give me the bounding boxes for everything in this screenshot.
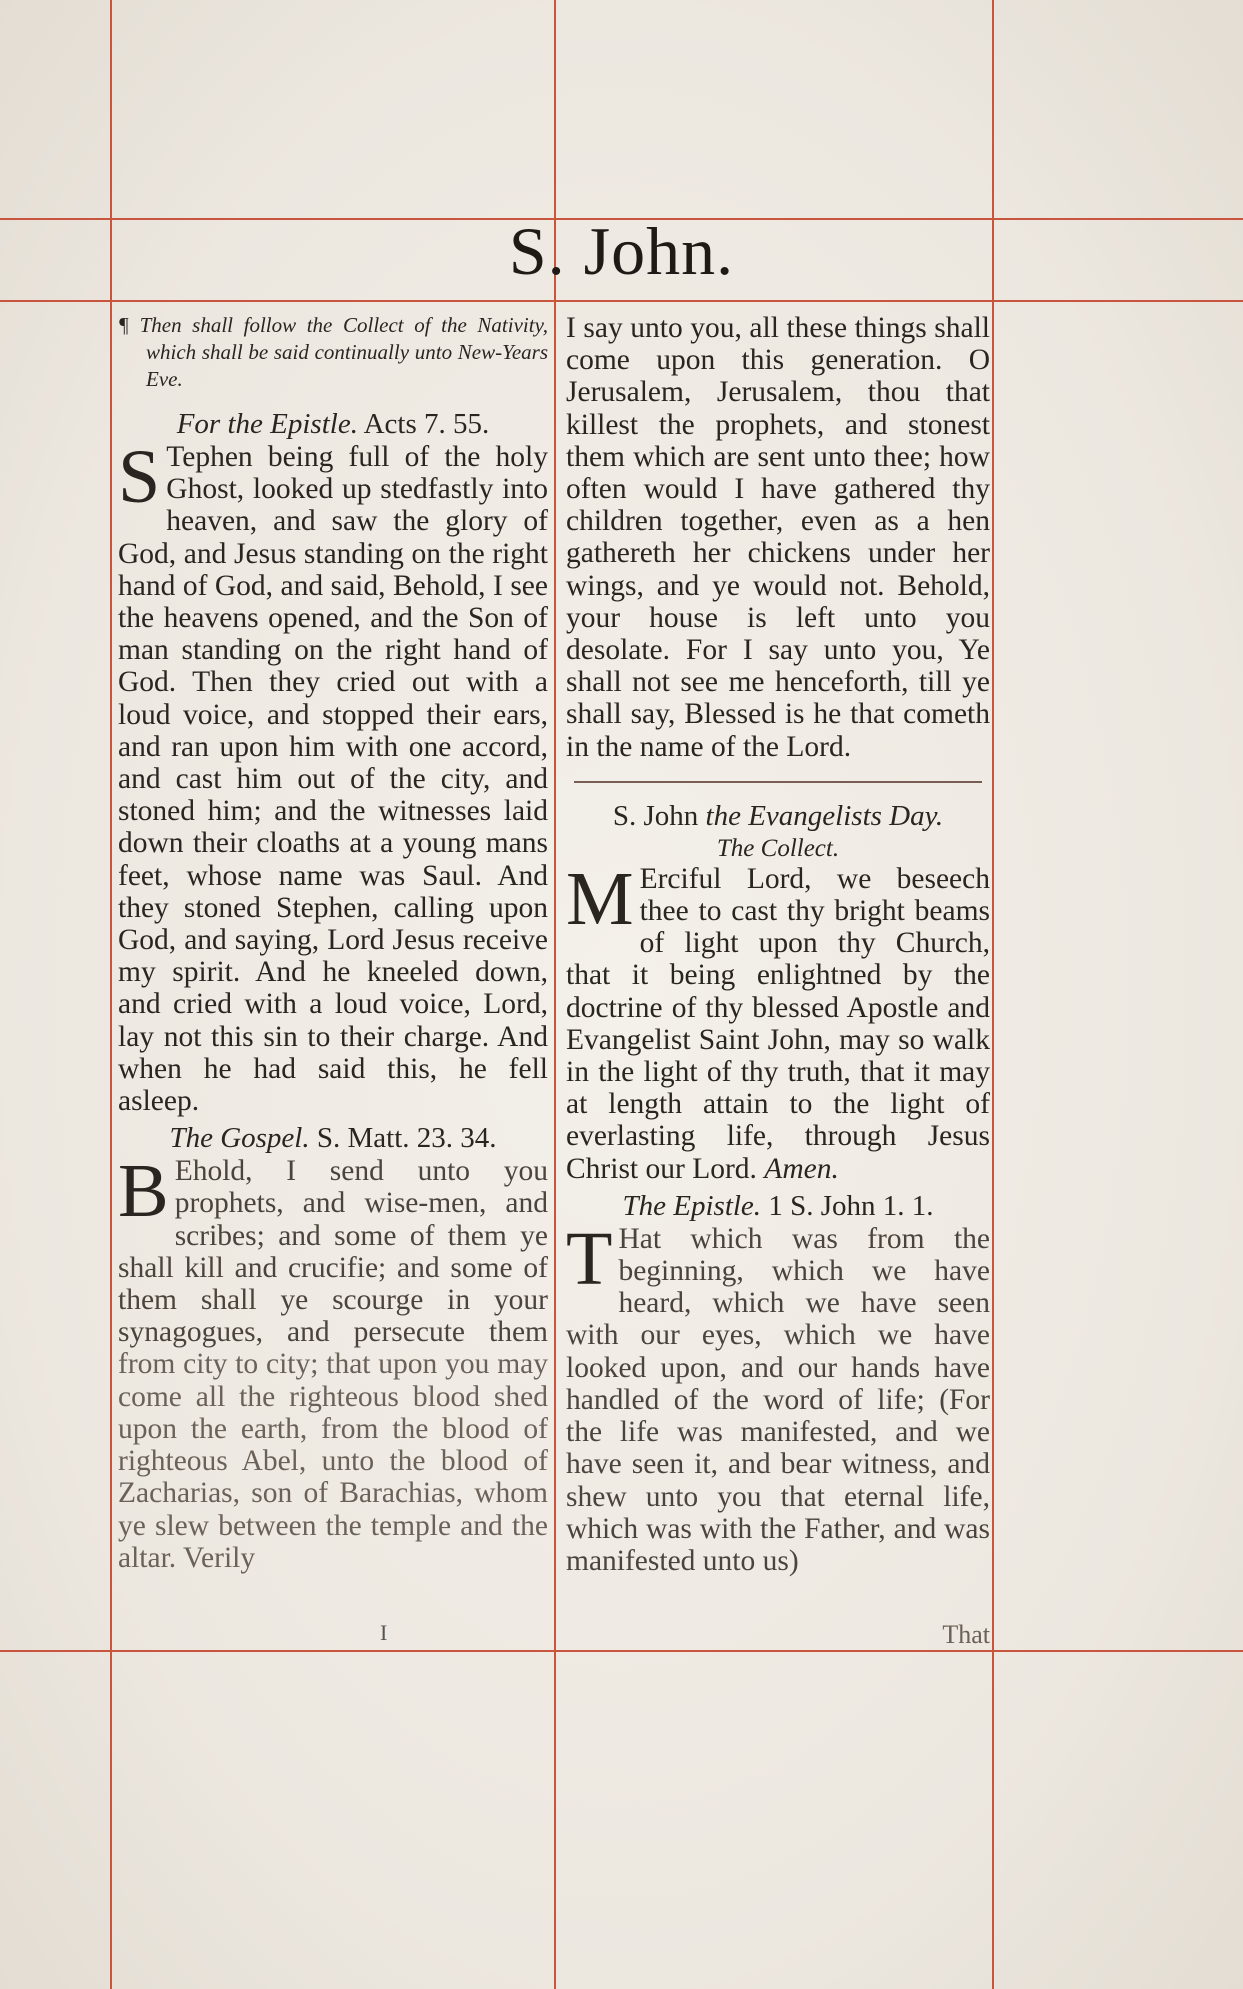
signature-mark: I <box>380 1620 388 1645</box>
catchword: That <box>942 1620 990 1649</box>
page-title: S. John. <box>508 213 735 289</box>
right-column <box>566 312 990 1577</box>
rubric: ¶ Then shall follow the Collect of the Nativity, which shall be said continually unto New-Years Eve. <box>118 313 548 391</box>
epistle-heading-label: The Epistle. <box>622 1189 762 1222</box>
epistle-text: Tephen being full of the holy Ghost, looked up stedfastly into heaven, and saw the glory of God, and Jesus standing on the right hand of God, and said, Behold, I see the heavens opened, and the Son of man standing on the right hand of God. Then they cried out with a loud voice, and stopped their ears, and ran upon him with one accord, and cast him out of the city, and stoned him; and the witnesses laid down their cloaths at a young mans feet, whose name was Saul. And they stoned Stephen, calling upon God, and saying, Lord Jesus receive my spirit. And he kneeled down, and cried with a loud voice, Lord, lay not this sin to their charge. And when he had said this, he fell asleep. <box>118 441 548 1118</box>
epistle-heading-right <box>566 1189 990 1223</box>
rule-line <box>554 0 556 1989</box>
gospel-heading-ref: S. Matt. 23. 34. <box>316 1122 497 1155</box>
gospel-continued-text: I say unto you, all these things shall come upon this generation. O Jerusalem, Jerusalem, thou that killest the prophets, and stonest them which are sent unto thee; how often would I have gathered thy children together, even as a hen gathereth her chickens under her wings, and ye would not. Behold, your house is left unto you desolate. For I say unto you, Ye shall not see me henceforth, till ye shall say, Blessed is he that cometh in the name of the Lord. <box>566 312 990 763</box>
feast-heading <box>566 799 990 833</box>
drop-cap: T <box>566 1216 613 1301</box>
amen: Amen. <box>764 1152 839 1185</box>
epistle-heading <box>118 407 548 441</box>
epistle-text-block <box>118 435 548 1118</box>
rule-line <box>110 0 112 1989</box>
collect-heading: The Collect. <box>716 834 840 862</box>
drop-cap: M <box>566 856 634 941</box>
section-divider <box>574 781 982 783</box>
collect-text-block <box>566 856 990 1185</box>
rule-line <box>0 300 1243 302</box>
gospel-heading <box>118 1121 548 1155</box>
feast-heading-rest: the Evangelists Day. <box>705 799 944 832</box>
gospel-heading-label: The Gospel. <box>169 1122 310 1155</box>
gospel-text-continued: from city to city; that upon you may come all the righteous blood shed upon the earth, from the blood of righteous Abel, unto the blood of Zacharias, son of Barachias, whom ye slew between the temple and the altar. Verily <box>118 1348 548 1574</box>
gospel-text: Ehold, I send unto you prophets, and wise-men, and scribes; and some of them ye shall kill and crucifie; and some of them shall ye scourge in your synagogues, and persecute them <box>118 1155 548 1349</box>
epistle-heading-ref: 1 S. John 1. 1. <box>768 1189 934 1222</box>
gospel-text-block <box>118 1149 548 1574</box>
epistle-heading-ref: Acts 7. 55. <box>363 408 490 440</box>
epistle-text-block-right <box>566 1216 990 1577</box>
rule-line <box>992 0 994 1989</box>
epistle-text: Hat which was from the beginning, which we have heard, which we have seen with our eyes, which we have looked upon, and our hands have handled of the word of life; (For the life was manifested, and we have seen it, and bear witness, and shew unto you that eternal life, which was with the Father, and was manifested unto us) <box>566 1222 990 1577</box>
collect-text: Erciful Lord, we beseech thee to cast thy bright beams of light upon thy Church, that it being enlightned by the doctrine of thy blessed Apostle and Evangelist Saint John, may so walk in the light of thy truth, that it may at length attain to the light of everlasting life, through Jesus Christ our Lord. <box>566 862 990 1185</box>
rule-line <box>0 1650 1243 1652</box>
left-column <box>118 312 548 1574</box>
drop-cap: S <box>118 435 161 519</box>
feast-heading-prefix: S. John <box>612 799 699 832</box>
epistle-heading-label: For the Epistle. <box>176 408 358 440</box>
drop-cap: B <box>118 1149 169 1234</box>
